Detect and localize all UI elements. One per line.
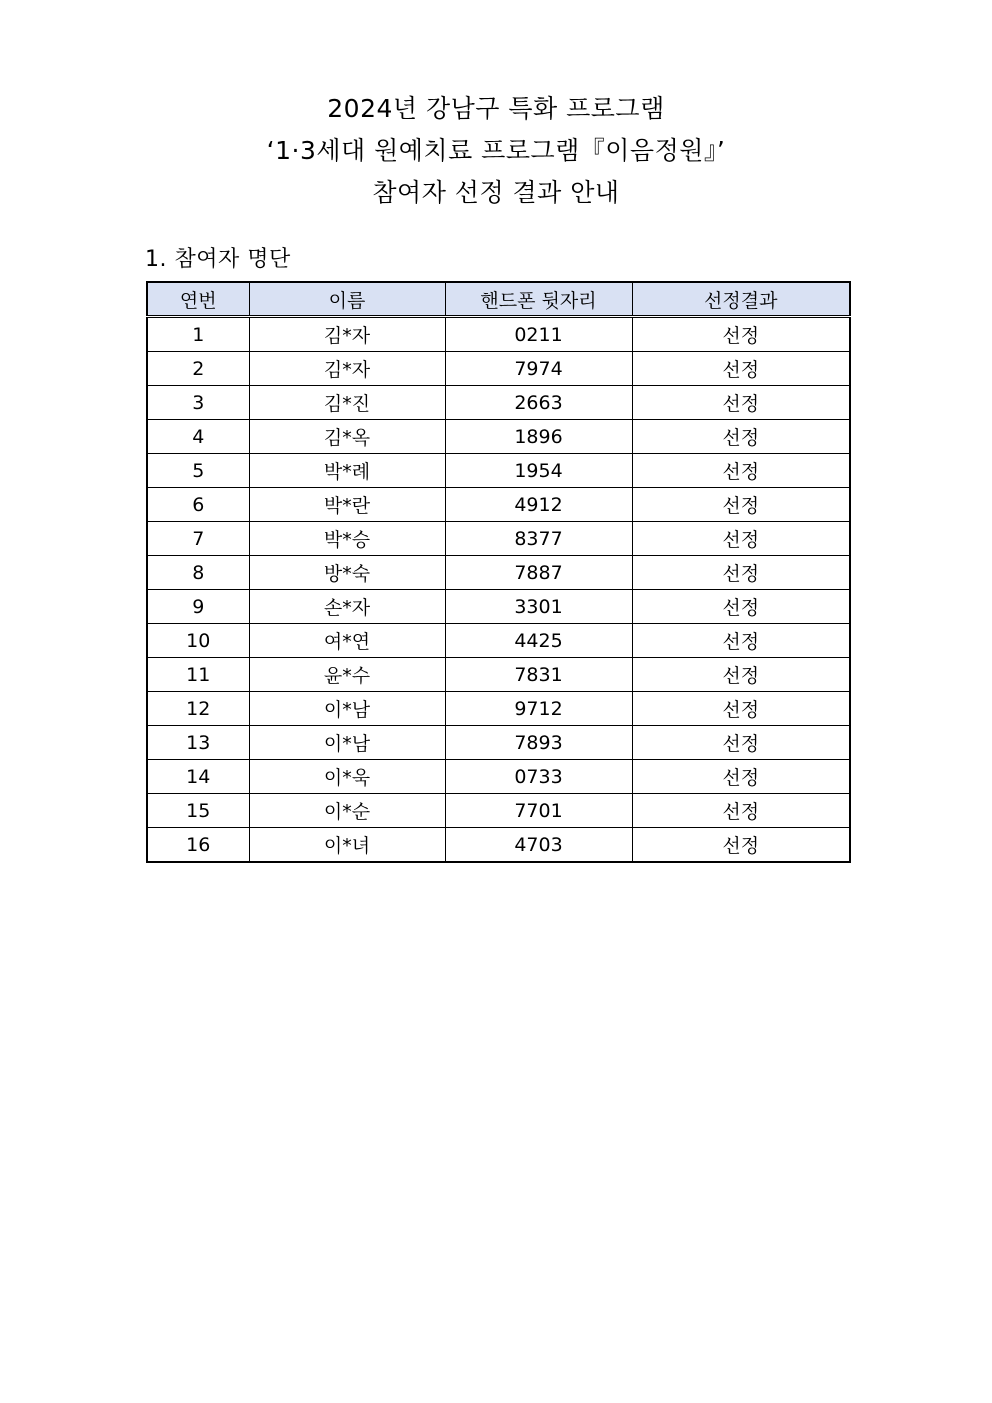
cell-phone: 8377 [445,522,632,556]
cell-result: 선정 [632,726,850,760]
table-row [147,556,850,590]
cell-result: 선정 [632,760,850,794]
cell-result: 선정 [632,794,850,828]
cell-number: 7 [147,522,249,556]
cell-name: 김*자 [249,317,445,352]
table-row [147,386,850,420]
cell-number: 14 [147,760,249,794]
cell-phone: 1896 [445,420,632,454]
cell-result: 선정 [632,386,850,420]
title-line-1: 2024년 강남구 특화 프로그램 [327,94,665,123]
cell-number: 2 [147,352,249,386]
cell-result: 선정 [632,352,850,386]
table-row [147,828,850,863]
table-row [147,692,850,726]
section-heading: 1. 참여자 명단 [145,247,291,272]
table-row [147,352,850,386]
cell-name: 방*숙 [249,556,445,590]
cell-number: 1 [147,317,249,352]
cell-phone: 1954 [445,454,632,488]
cell-number: 11 [147,658,249,692]
cell-phone: 0211 [445,317,632,352]
header-number: 연번 [147,282,249,317]
table-row [147,794,850,828]
title-line-2: ‘1·3세대 원예치료 프로그램『이음정원』’ [266,136,726,165]
cell-phone: 7887 [445,556,632,590]
cell-phone: 3301 [445,590,632,624]
header-result: 선정결과 [632,282,850,317]
table-row [147,760,850,794]
title-line-3: 참여자 선정 결과 안내 [372,178,620,207]
table-row [147,454,850,488]
cell-number: 10 [147,624,249,658]
cell-name: 박*란 [249,488,445,522]
cell-phone: 4912 [445,488,632,522]
cell-number: 3 [147,386,249,420]
cell-number: 9 [147,590,249,624]
cell-number: 8 [147,556,249,590]
cell-name: 윤*수 [249,658,445,692]
table-row [147,726,850,760]
cell-number: 5 [147,454,249,488]
cell-number: 13 [147,726,249,760]
table-header-row [147,282,850,317]
cell-name: 박*례 [249,454,445,488]
cell-result: 선정 [632,522,850,556]
cell-name: 이*욱 [249,760,445,794]
cell-phone: 7701 [445,794,632,828]
cell-result: 선정 [632,420,850,454]
cell-name: 이*녀 [249,828,445,863]
participant-table [146,281,851,863]
cell-number: 6 [147,488,249,522]
cell-name: 이*순 [249,794,445,828]
cell-result: 선정 [632,590,850,624]
table-row [147,624,850,658]
cell-name: 박*승 [249,522,445,556]
table-row [147,420,850,454]
cell-result: 선정 [632,488,850,522]
cell-phone: 7893 [445,726,632,760]
table-row [147,522,850,556]
header-name: 이름 [249,282,445,317]
cell-result: 선정 [632,692,850,726]
cell-name: 이*남 [249,692,445,726]
cell-name: 이*남 [249,726,445,760]
table-row [147,488,850,522]
cell-number: 15 [147,794,249,828]
cell-result: 선정 [632,454,850,488]
cell-result: 선정 [632,658,850,692]
cell-phone: 0733 [445,760,632,794]
cell-phone: 2663 [445,386,632,420]
cell-name: 여*연 [249,624,445,658]
table-row [147,590,850,624]
cell-number: 12 [147,692,249,726]
cell-name: 김*자 [249,352,445,386]
cell-name: 김*옥 [249,420,445,454]
cell-result: 선정 [632,624,850,658]
cell-name: 손*자 [249,590,445,624]
cell-phone: 4703 [445,828,632,863]
cell-phone: 7831 [445,658,632,692]
cell-result: 선정 [632,317,850,352]
cell-phone: 9712 [445,692,632,726]
cell-phone: 7974 [445,352,632,386]
cell-name: 김*진 [249,386,445,420]
cell-number: 4 [147,420,249,454]
cell-number: 16 [147,828,249,863]
cell-result: 선정 [632,556,850,590]
table-row [147,658,850,692]
header-phone: 핸드폰 뒷자리 [445,282,632,317]
cell-result: 선정 [632,828,850,863]
table-row [147,317,850,352]
document-title [0,88,992,214]
cell-phone: 4425 [445,624,632,658]
